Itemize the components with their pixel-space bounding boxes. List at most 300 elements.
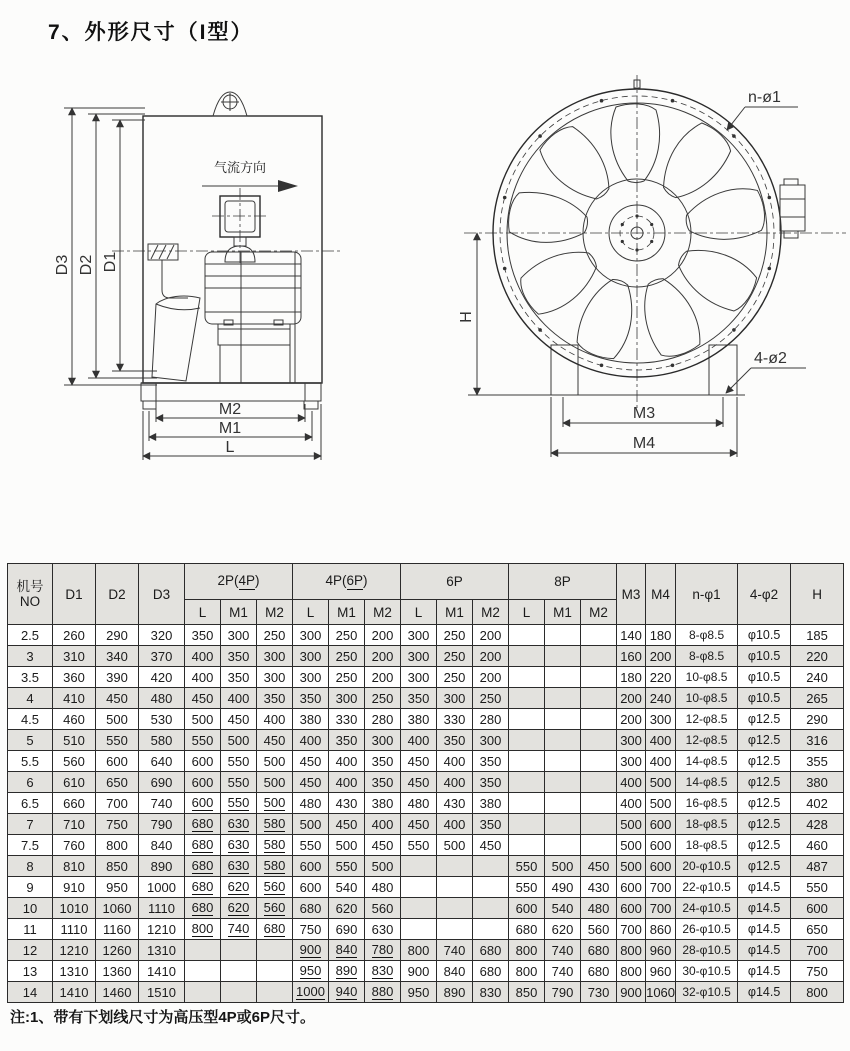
table-cell: 810: [53, 856, 96, 877]
table-cell: 600: [617, 898, 646, 919]
table-cell: 480: [401, 793, 437, 814]
table-cell: 500: [329, 835, 365, 856]
table-cell: 300: [257, 667, 293, 688]
table-row: [8, 940, 844, 961]
table-cell: 280: [473, 709, 509, 730]
table-cell: φ10.5: [738, 625, 791, 646]
table-cell: 500: [617, 835, 646, 856]
table-cell: 300: [257, 646, 293, 667]
table-cell: 580: [257, 856, 293, 877]
table-cell: 450: [96, 688, 139, 709]
table-cell: 950: [293, 961, 329, 982]
table-cell: 265: [791, 688, 844, 709]
table-cell: φ14.5: [738, 940, 791, 961]
dimension-h-label: H: [458, 311, 475, 323]
table-cell: 240: [646, 688, 676, 709]
table-cell: [401, 856, 437, 877]
header-group-2: 4P(6P): [293, 564, 401, 600]
table-cell: [509, 835, 545, 856]
junction-box: [212, 188, 268, 266]
table-cell: [221, 940, 257, 961]
table-cell: 330: [437, 709, 473, 730]
table-cell: 700: [646, 877, 676, 898]
table-row: [8, 898, 844, 919]
table-cell: 680: [509, 919, 545, 940]
table-cell: 300: [401, 625, 437, 646]
table-row: [8, 709, 844, 730]
table-cell: 5.5: [8, 751, 53, 772]
table-cell: 1110: [53, 919, 96, 940]
table-cell: 500: [96, 709, 139, 730]
table-cell: 730: [581, 982, 617, 1003]
subheader-l: L: [293, 600, 329, 625]
table-cell: 350: [473, 814, 509, 835]
table-cell: 550: [329, 856, 365, 877]
table-cell: 1310: [139, 940, 185, 961]
table-header: [8, 564, 844, 625]
table-cell: 500: [257, 772, 293, 793]
table-cell: 200: [365, 667, 401, 688]
table-cell: [185, 961, 221, 982]
table-cell: 16-φ8.5: [676, 793, 738, 814]
table-row: [8, 625, 844, 646]
table-cell: 10-φ8.5: [676, 688, 738, 709]
table-cell: 680: [185, 814, 221, 835]
table-cell: 700: [617, 919, 646, 940]
header-tail-4: 4-φ2: [738, 564, 791, 625]
page-title: 7、外形尺寸（I型）: [48, 21, 254, 44]
table-row: [8, 961, 844, 982]
table-cell: 390: [96, 667, 139, 688]
table-cell: 500: [437, 835, 473, 856]
table-cell: 850: [96, 856, 139, 877]
table-cell: 200: [617, 709, 646, 730]
table-cell: 610: [53, 772, 96, 793]
table-cell: 350: [257, 688, 293, 709]
table-cell: 310: [53, 646, 96, 667]
dimension-m4-label: M4: [632, 435, 656, 452]
table-row: [8, 877, 844, 898]
table-row: [8, 793, 844, 814]
table-cell: 550: [96, 730, 139, 751]
table-cell: 500: [617, 814, 646, 835]
table-cell: 14-φ8.5: [676, 751, 738, 772]
table-cell: 250: [437, 667, 473, 688]
table-row: [8, 919, 844, 940]
table-cell: 1160: [96, 919, 139, 940]
table-row: [8, 730, 844, 751]
table-cell: 380: [473, 793, 509, 814]
table-cell: 350: [185, 625, 221, 646]
table-cell: 450: [581, 856, 617, 877]
table-cell: [581, 709, 617, 730]
table-cell: 460: [791, 835, 844, 856]
table-cell: φ14.5: [738, 961, 791, 982]
table-row: [8, 667, 844, 688]
table-cell: 750: [293, 919, 329, 940]
dimension-d3-label: D3: [54, 254, 71, 276]
diameter-dimensions: [54, 108, 157, 385]
table-cell: [545, 772, 581, 793]
table-cell: 10-φ8.5: [676, 667, 738, 688]
table-cell: 680: [185, 898, 221, 919]
table-cell: 300: [365, 730, 401, 751]
table-cell: 8-φ8.5: [676, 646, 738, 667]
table-cell: 8: [8, 856, 53, 877]
table-cell: 680: [581, 961, 617, 982]
table-cell: 1000: [139, 877, 185, 898]
table-cell: 960: [646, 961, 676, 982]
table-cell: 380: [293, 709, 329, 730]
table-row: [8, 814, 844, 835]
table-cell: [545, 814, 581, 835]
table-cell: 550: [185, 730, 221, 751]
airflow-label: 气流方向: [213, 160, 267, 175]
table-cell: 860: [646, 919, 676, 940]
table-cell: [509, 793, 545, 814]
table-cell: 350: [365, 751, 401, 772]
table-cell: 402: [791, 793, 844, 814]
table-cell: [221, 982, 257, 1003]
table-cell: 14-φ8.5: [676, 772, 738, 793]
table-cell: 250: [365, 688, 401, 709]
table-cell: [437, 856, 473, 877]
table-cell: 780: [365, 940, 401, 961]
table-cell: 890: [139, 856, 185, 877]
table-cell: 800: [185, 919, 221, 940]
table-cell: 900: [401, 961, 437, 982]
table-cell: 500: [646, 793, 676, 814]
table-cell: φ14.5: [738, 919, 791, 940]
table-cell: 300: [617, 751, 646, 772]
table-cell: 6.5: [8, 793, 53, 814]
table-row: [8, 688, 844, 709]
table-cell: 550: [509, 877, 545, 898]
table-cell: 24-φ10.5: [676, 898, 738, 919]
subheader-m2: M2: [365, 600, 401, 625]
table-cell: [545, 793, 581, 814]
table-cell: 350: [221, 667, 257, 688]
dimension-m3-label: M3: [632, 405, 656, 422]
table-cell: 12-φ8.5: [676, 709, 738, 730]
table-cell: 400: [646, 751, 676, 772]
header-d3: D3: [139, 564, 185, 625]
table-cell: 200: [473, 646, 509, 667]
table-cell: 840: [437, 961, 473, 982]
table-cell: 910: [53, 877, 96, 898]
table-cell: 450: [293, 751, 329, 772]
table-cell: 450: [257, 730, 293, 751]
table-cell: 880: [365, 982, 401, 1003]
table-cell: φ10.5: [738, 667, 791, 688]
table-cell: 560: [581, 919, 617, 940]
table-cell: 9: [8, 877, 53, 898]
table-cell: 12: [8, 940, 53, 961]
table-cell: [401, 877, 437, 898]
table-cell: 430: [581, 877, 617, 898]
table-cell: 550: [509, 856, 545, 877]
table-cell: 220: [646, 667, 676, 688]
table-cell: 6: [8, 772, 53, 793]
table-cell: φ12.5: [738, 856, 791, 877]
table-cell: 580: [257, 835, 293, 856]
table-cell: 14: [8, 982, 53, 1003]
subheader-m1: M1: [329, 600, 365, 625]
table-cell: [545, 688, 581, 709]
table-cell: 800: [617, 940, 646, 961]
table-cell: [257, 982, 293, 1003]
table-cell: [509, 667, 545, 688]
table-cell: 450: [329, 814, 365, 835]
table-cell: 600: [185, 793, 221, 814]
table-cell: 690: [139, 772, 185, 793]
table-cell: 3: [8, 646, 53, 667]
dimension-l-label: L: [225, 439, 235, 456]
table-cell: 680: [473, 961, 509, 982]
side-view-svg: [52, 80, 362, 482]
header-group-1: 2P(4P): [185, 564, 293, 600]
table-cell: 10: [8, 898, 53, 919]
table-cell: 500: [365, 856, 401, 877]
header-group-4: 8P: [509, 564, 617, 600]
table-cell: [545, 730, 581, 751]
table-cell: 420: [139, 667, 185, 688]
table-cell: φ10.5: [738, 646, 791, 667]
table-cell: 1210: [53, 940, 96, 961]
table-cell: 750: [791, 961, 844, 982]
table-cell: 850: [509, 982, 545, 1003]
header-d2: D2: [96, 564, 139, 625]
table-cell: 950: [96, 877, 139, 898]
table-cell: φ12.5: [738, 793, 791, 814]
table-cell: 830: [473, 982, 509, 1003]
table-cell: 250: [473, 688, 509, 709]
table-cell: 740: [437, 940, 473, 961]
table-cell: 7: [8, 814, 53, 835]
table-cell: 460: [53, 709, 96, 730]
table-cell: 1000: [293, 982, 329, 1003]
table-cell: [185, 982, 221, 1003]
table-cell: 380: [791, 772, 844, 793]
table-cell: 540: [329, 877, 365, 898]
table-cell: 600: [646, 835, 676, 856]
table-cell: φ12.5: [738, 814, 791, 835]
header-tail-5: H: [791, 564, 844, 625]
table-cell: 8-φ8.5: [676, 625, 738, 646]
subheader-m1: M1: [221, 600, 257, 625]
table-cell: 185: [791, 625, 844, 646]
table-cell: 510: [53, 730, 96, 751]
table-cell: 550: [221, 793, 257, 814]
table-cell: 620: [329, 898, 365, 919]
table-cell: 400: [185, 646, 221, 667]
foot-holes-callout: [726, 350, 806, 393]
table-cell: 800: [791, 982, 844, 1003]
table-cell: [473, 919, 509, 940]
table-cell: 380: [401, 709, 437, 730]
n-phi1-label: n-ø1: [748, 89, 781, 106]
table-cell: [509, 772, 545, 793]
header-tail-3: n-φ1: [676, 564, 738, 625]
table-cell: 480: [365, 877, 401, 898]
table-cell: [545, 709, 581, 730]
table-cell: 3.5: [8, 667, 53, 688]
foot-dimensions: [551, 397, 737, 457]
table-cell: [581, 688, 617, 709]
fan-casing-outline: [143, 116, 322, 383]
footnote: 注:1、带有下划线尺寸为高压型4P或6P尺寸。: [10, 1009, 316, 1026]
table-cell: [437, 898, 473, 919]
table-cell: 1110: [139, 898, 185, 919]
table-cell: 250: [437, 646, 473, 667]
table-cell: 350: [293, 688, 329, 709]
table-cell: 600: [185, 751, 221, 772]
table-cell: 680: [473, 940, 509, 961]
table-cell: 370: [139, 646, 185, 667]
table-cell: 600: [646, 814, 676, 835]
table-cell: 22-φ10.5: [676, 877, 738, 898]
table-cell: [401, 919, 437, 940]
table-cell: [545, 646, 581, 667]
table-cell: [509, 751, 545, 772]
terminal-box: [780, 179, 805, 238]
table-cell: 740: [545, 940, 581, 961]
mounting-feet: [543, 345, 745, 395]
table-cell: 600: [646, 856, 676, 877]
table-cell: 500: [646, 772, 676, 793]
subheader-l: L: [509, 600, 545, 625]
dimension-m2-label: M2: [218, 401, 242, 418]
table-cell: [509, 646, 545, 667]
table-cell: 680: [185, 856, 221, 877]
table-cell: 580: [257, 814, 293, 835]
table-cell: 290: [96, 625, 139, 646]
table-cell: 500: [185, 709, 221, 730]
table-cell: 620: [545, 919, 581, 940]
table-cell: [581, 730, 617, 751]
four-phi2-label: 4-ø2: [754, 350, 787, 367]
table-cell: 450: [221, 709, 257, 730]
table-cell: [473, 898, 509, 919]
table-cell: 300: [646, 709, 676, 730]
table-cell: 550: [221, 751, 257, 772]
header-group-3: 6P: [401, 564, 509, 600]
table-cell: 960: [646, 940, 676, 961]
table-cell: 1460: [96, 982, 139, 1003]
table-cell: 400: [293, 730, 329, 751]
table-cell: φ12.5: [738, 751, 791, 772]
table-cell: [581, 625, 617, 646]
table-cell: 680: [257, 919, 293, 940]
table-cell: 18-φ8.5: [676, 835, 738, 856]
table-cell: 7.5: [8, 835, 53, 856]
table-cell: 280: [365, 709, 401, 730]
table-body: [8, 625, 844, 1003]
table-cell: 200: [473, 667, 509, 688]
table-cell: φ12.5: [738, 772, 791, 793]
table-cell: 1510: [139, 982, 185, 1003]
table-cell: 400: [617, 772, 646, 793]
subheader-m2: M2: [257, 600, 293, 625]
table-cell: φ12.5: [738, 730, 791, 751]
table-cell: 450: [401, 814, 437, 835]
table-cell: 800: [509, 961, 545, 982]
table-cell: 490: [545, 877, 581, 898]
table-cell: 487: [791, 856, 844, 877]
table-cell: [221, 961, 257, 982]
table-cell: 400: [617, 793, 646, 814]
table-cell: 900: [293, 940, 329, 961]
table-cell: 400: [329, 772, 365, 793]
header-tail-2: M4: [646, 564, 676, 625]
table-cell: 450: [473, 835, 509, 856]
table-row: [8, 982, 844, 1003]
table-row: [8, 751, 844, 772]
table-cell: 5: [8, 730, 53, 751]
table-cell: [545, 667, 581, 688]
table-row: [8, 856, 844, 877]
table-cell: 700: [646, 898, 676, 919]
table-cell: [509, 814, 545, 835]
table-cell: 260: [53, 625, 96, 646]
table-cell: [473, 877, 509, 898]
table-cell: 580: [139, 730, 185, 751]
table-cell: [185, 940, 221, 961]
table-cell: 600: [185, 772, 221, 793]
table-cell: 430: [329, 793, 365, 814]
table-cell: 680: [185, 877, 221, 898]
table-cell: 940: [329, 982, 365, 1003]
table-cell: 650: [96, 772, 139, 793]
table-cell: 300: [437, 688, 473, 709]
table-cell: 500: [257, 793, 293, 814]
table-cell: 480: [139, 688, 185, 709]
table-cell: 600: [617, 877, 646, 898]
table-cell: 680: [581, 940, 617, 961]
subheader-m1: M1: [545, 600, 581, 625]
header-d1: D1: [53, 564, 96, 625]
table-cell: [581, 646, 617, 667]
dimension-d2-label: D2: [78, 254, 95, 276]
table-cell: 300: [293, 646, 329, 667]
table-cell: 790: [545, 982, 581, 1003]
table-cell: [581, 772, 617, 793]
table-cell: φ14.5: [738, 982, 791, 1003]
header-model-no: 机号 NO: [8, 564, 53, 625]
table-cell: 250: [329, 625, 365, 646]
table-cell: 500: [221, 730, 257, 751]
table-cell: 28-φ10.5: [676, 940, 738, 961]
table-cell: 760: [53, 835, 96, 856]
table-cell: 700: [96, 793, 139, 814]
table-cell: 740: [139, 793, 185, 814]
table-cell: 680: [293, 898, 329, 919]
table-cell: 410: [53, 688, 96, 709]
table-cell: 600: [293, 877, 329, 898]
table-cell: 800: [96, 835, 139, 856]
table-cell: 350: [473, 772, 509, 793]
table-cell: 140: [617, 625, 646, 646]
subheader-m1: M1: [437, 600, 473, 625]
table-cell: [509, 625, 545, 646]
table-cell: 840: [329, 940, 365, 961]
table-cell: 430: [437, 793, 473, 814]
table-cell: [581, 793, 617, 814]
table-cell: 4.5: [8, 709, 53, 730]
table-cell: 550: [293, 835, 329, 856]
table-cell: 2.5: [8, 625, 53, 646]
table-cell: 250: [257, 625, 293, 646]
